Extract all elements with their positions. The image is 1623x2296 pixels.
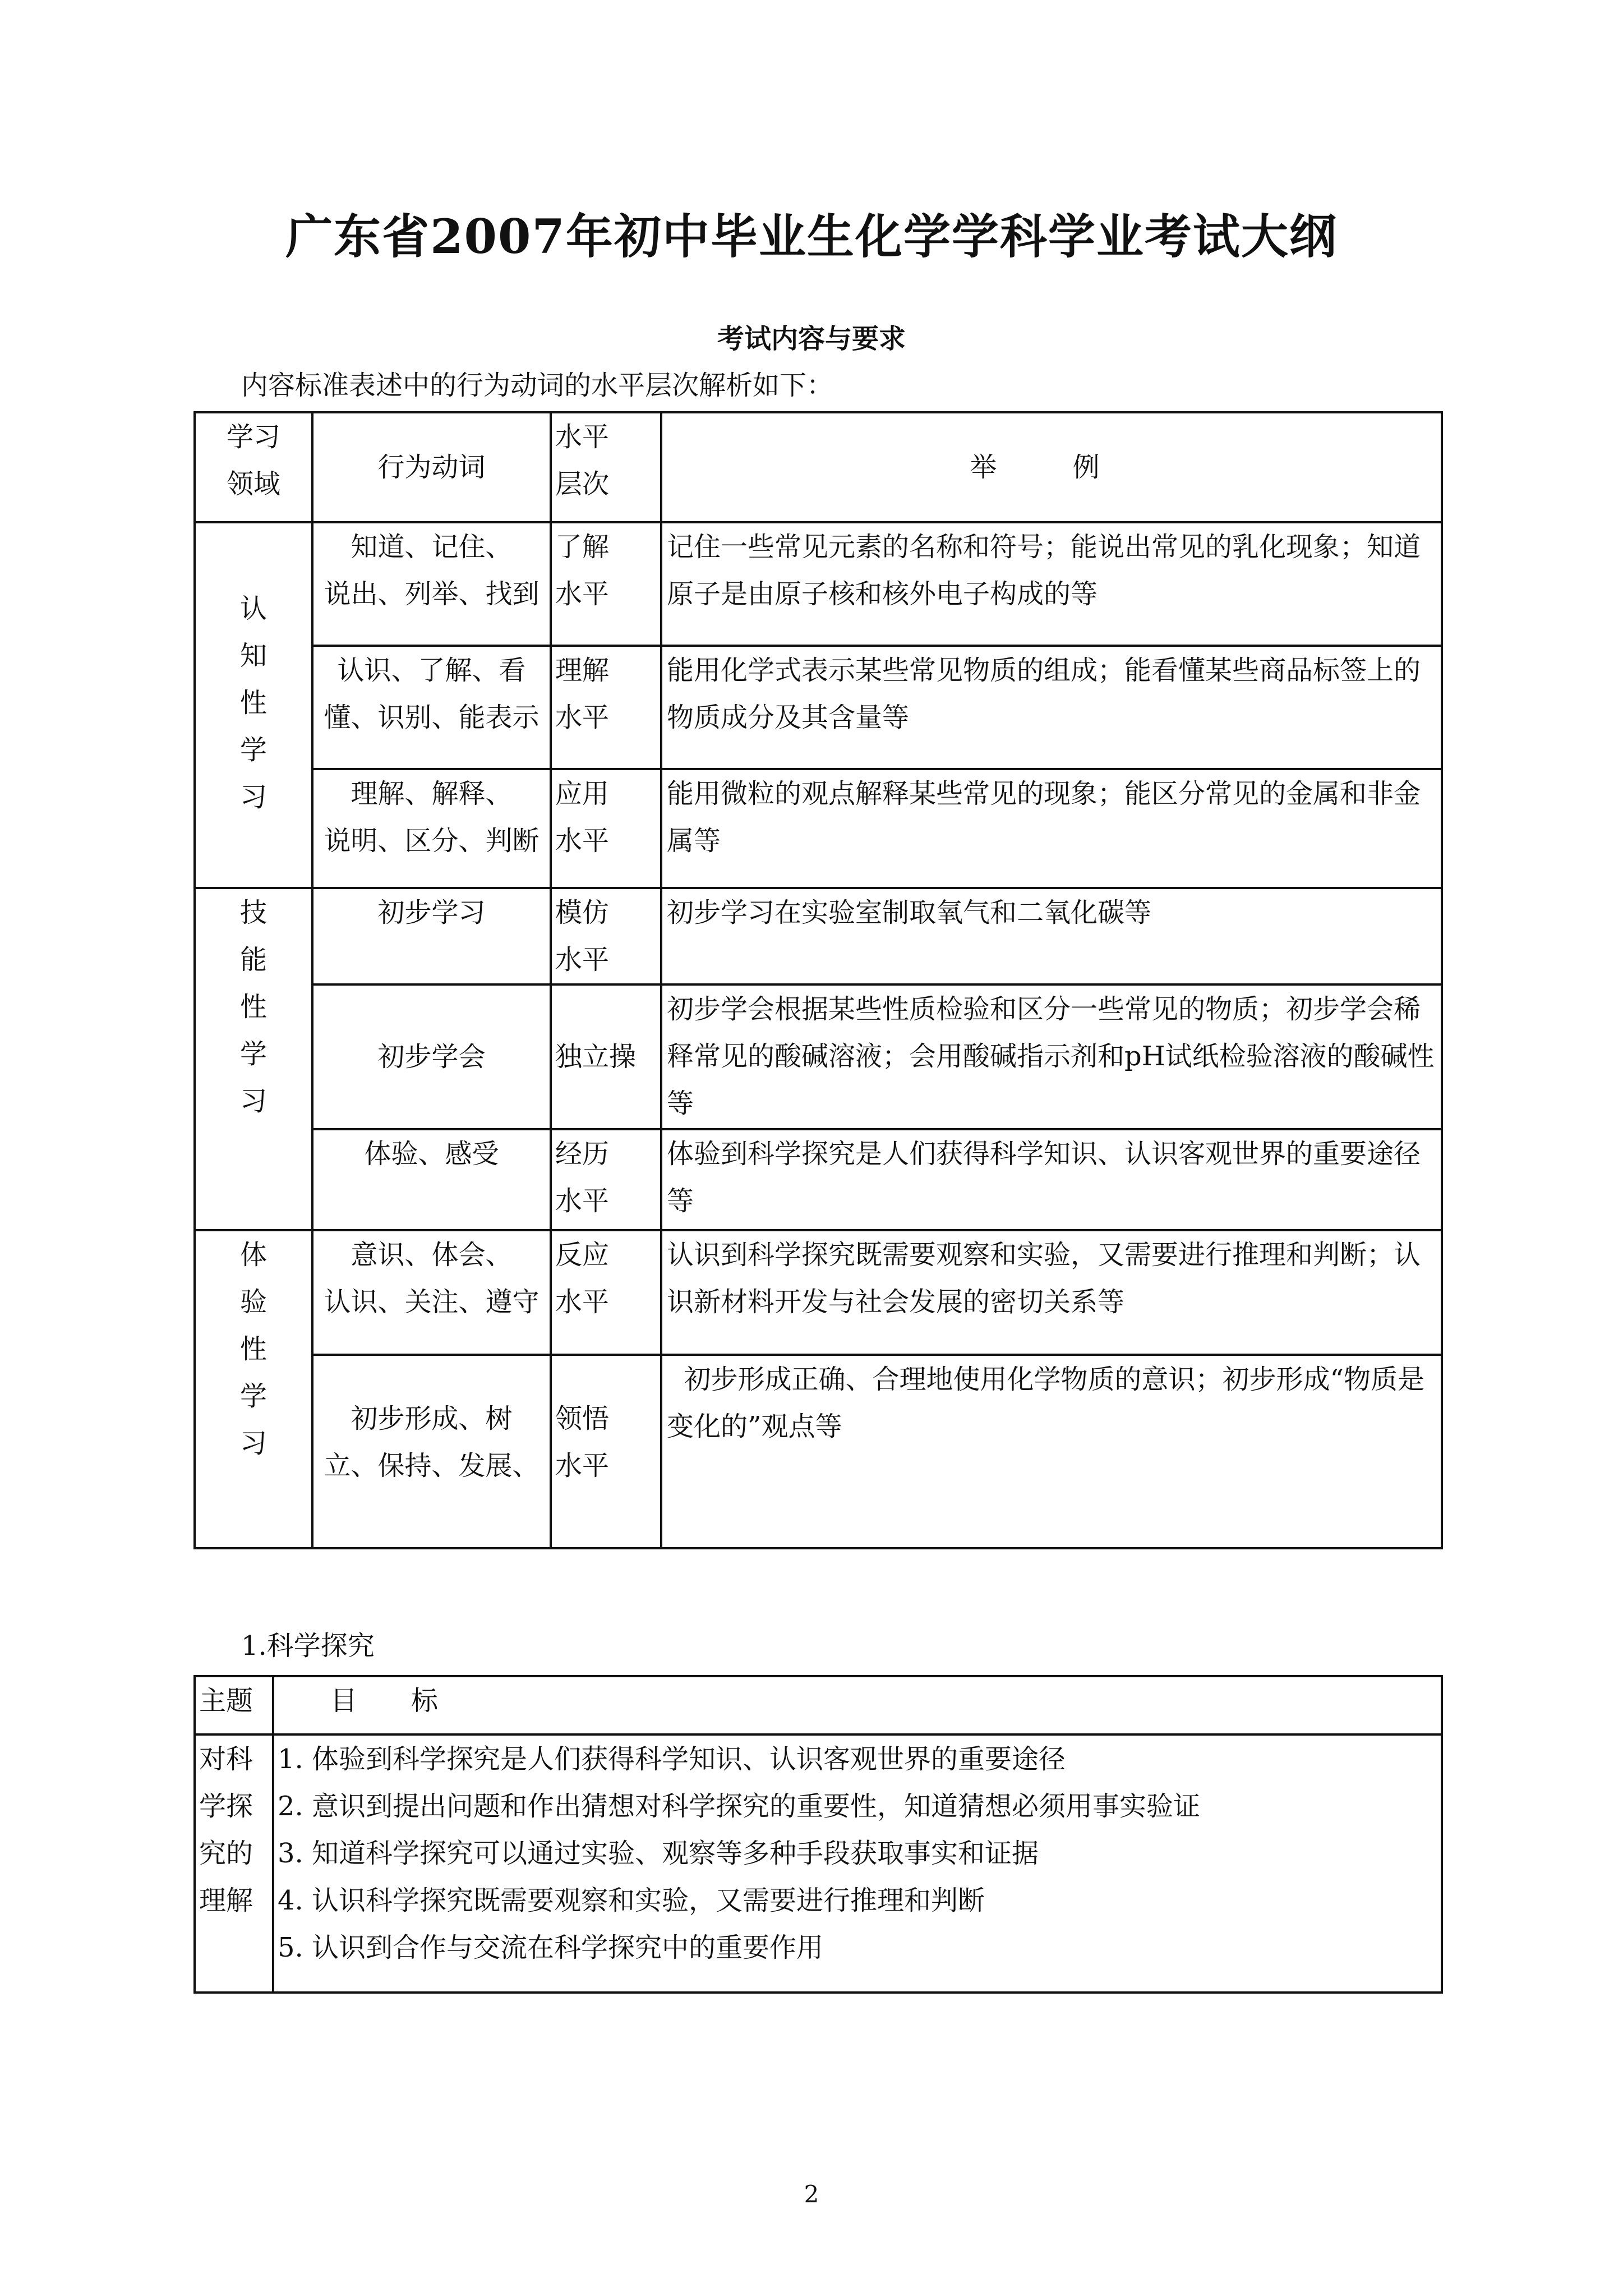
list-item: 4. 认识科学探究既需要观察和实验，又需要进行推理和判断 (278, 1885, 985, 1916)
domain-experience: 体 验 性 学 习 (195, 1230, 312, 1548)
table-row (195, 1355, 1442, 1548)
verbs-cell: 知道、记住、 说出、列举、找到 (312, 522, 551, 646)
verbs-cell: 意识、体会、 认识、关注、遵守 (312, 1230, 551, 1355)
example-cell: 体验到科学探究是人们获得科学知识、认识客观世界的重要途径等 (661, 1129, 1442, 1230)
page-title: 广东省2007年初中毕业生化学学科学业考试大纲 (285, 209, 1338, 264)
table-row (195, 1129, 1442, 1230)
topic-cell: 对科 学探 究的 理解 (195, 1734, 273, 1993)
level-cell: 了解 水平 (551, 522, 661, 646)
verb-level-table (193, 411, 1443, 1549)
table-row (195, 522, 1442, 646)
example-cell: 能用微粒的观点解释某些常见的现象；能区分常见的金属和非金属等 (661, 769, 1442, 888)
level-cell: 领悟 水平 (551, 1355, 661, 1548)
header-goal: 目 标 (273, 1676, 1442, 1734)
list-item: 3. 知道科学探究可以通过实验、观察等多种手段获取事实和证据 (278, 1838, 1039, 1869)
verbs-cell: 初步学习 (312, 888, 551, 984)
verbs-cell: 认识、了解、看 懂、识别、能表示 (312, 646, 551, 769)
domain-cognitive: 认 知 性 学 习 (195, 522, 312, 888)
header-domain: 学习 领域 (195, 412, 312, 522)
section-subtitle: 考试内容与要求 (717, 323, 906, 355)
verbs-cell: 初步形成、树 立、保持、发展、 (312, 1355, 551, 1548)
goals-cell (273, 1734, 1442, 1993)
example-cell: 能用化学式表示某些常见物质的组成；能看懂某些商品标签上的物质成分及其含量等 (661, 646, 1442, 769)
level-cell: 理解 水平 (551, 646, 661, 769)
table-row (195, 769, 1442, 888)
table-header-row (195, 412, 1442, 522)
example-cell: 记住一些常见元素的名称和符号；能说出常见的乳化现象；知道原子是由原子核和核外电子构成的等 (661, 522, 1442, 646)
domain-skill: 技 能 性 学 习 (195, 888, 312, 1230)
table-row (195, 888, 1442, 984)
header-verbs: 行为动词 (312, 412, 551, 522)
level-cell: 经历 水平 (551, 1129, 661, 1230)
list-item: 1. 体验到科学探究是人们获得科学知识、认识客观世界的重要途径 (278, 1743, 1066, 1775)
level-cell: 独立操 (551, 984, 661, 1129)
page-number: 2 (804, 2180, 819, 2208)
table-row (195, 646, 1442, 769)
header-example: 举 例 (661, 412, 1442, 522)
example-cell: 初步学会根据某些性质检验和区分一些常见的物质；初步学会稀释常见的酸碱溶液；会用酸碱指示剂和pH试纸检验溶液的酸碱性等 (661, 984, 1442, 1129)
header-topic: 主题 (195, 1676, 273, 1734)
section-label: 1.科学探究 (241, 1630, 375, 1662)
verbs-cell: 初步学会 (312, 984, 551, 1129)
example-cell: 认识到科学探究既需要观察和实验，又需要进行推理和判断；认识新材料开发与社会发展的密切关系等 (661, 1230, 1442, 1355)
intro-text: 内容标准表述中的行为动词的水平层次解析如下： (241, 370, 834, 401)
list-item: 2. 意识到提出问题和作出猜想对科学探究的重要性，知道猜想必须用事实验证 (278, 1791, 1201, 1822)
table-row (195, 984, 1442, 1129)
level-cell: 反应 水平 (551, 1230, 661, 1355)
table-header-row (195, 1676, 1442, 1734)
level-cell: 应用 水平 (551, 769, 661, 888)
list-item: 5. 认识到合作与交流在科学探究中的重要作用 (278, 1932, 824, 1963)
verbs-cell: 理解、解释、 说明、区分、判断 (312, 769, 551, 888)
table-row (195, 1734, 1442, 1993)
inquiry-goals-table (193, 1675, 1443, 1994)
header-level: 水平 层次 (551, 412, 661, 522)
example-cell: 初步形成正确、合理地使用化学物质的意识；初步形成“物质是变化的”观点等 (661, 1355, 1442, 1548)
table-row (195, 1230, 1442, 1355)
level-cell: 模仿 水平 (551, 888, 661, 984)
verbs-cell: 体验、感受 (312, 1129, 551, 1230)
example-cell: 初步学习在实验室制取氧气和二氧化碳等 (661, 888, 1442, 984)
